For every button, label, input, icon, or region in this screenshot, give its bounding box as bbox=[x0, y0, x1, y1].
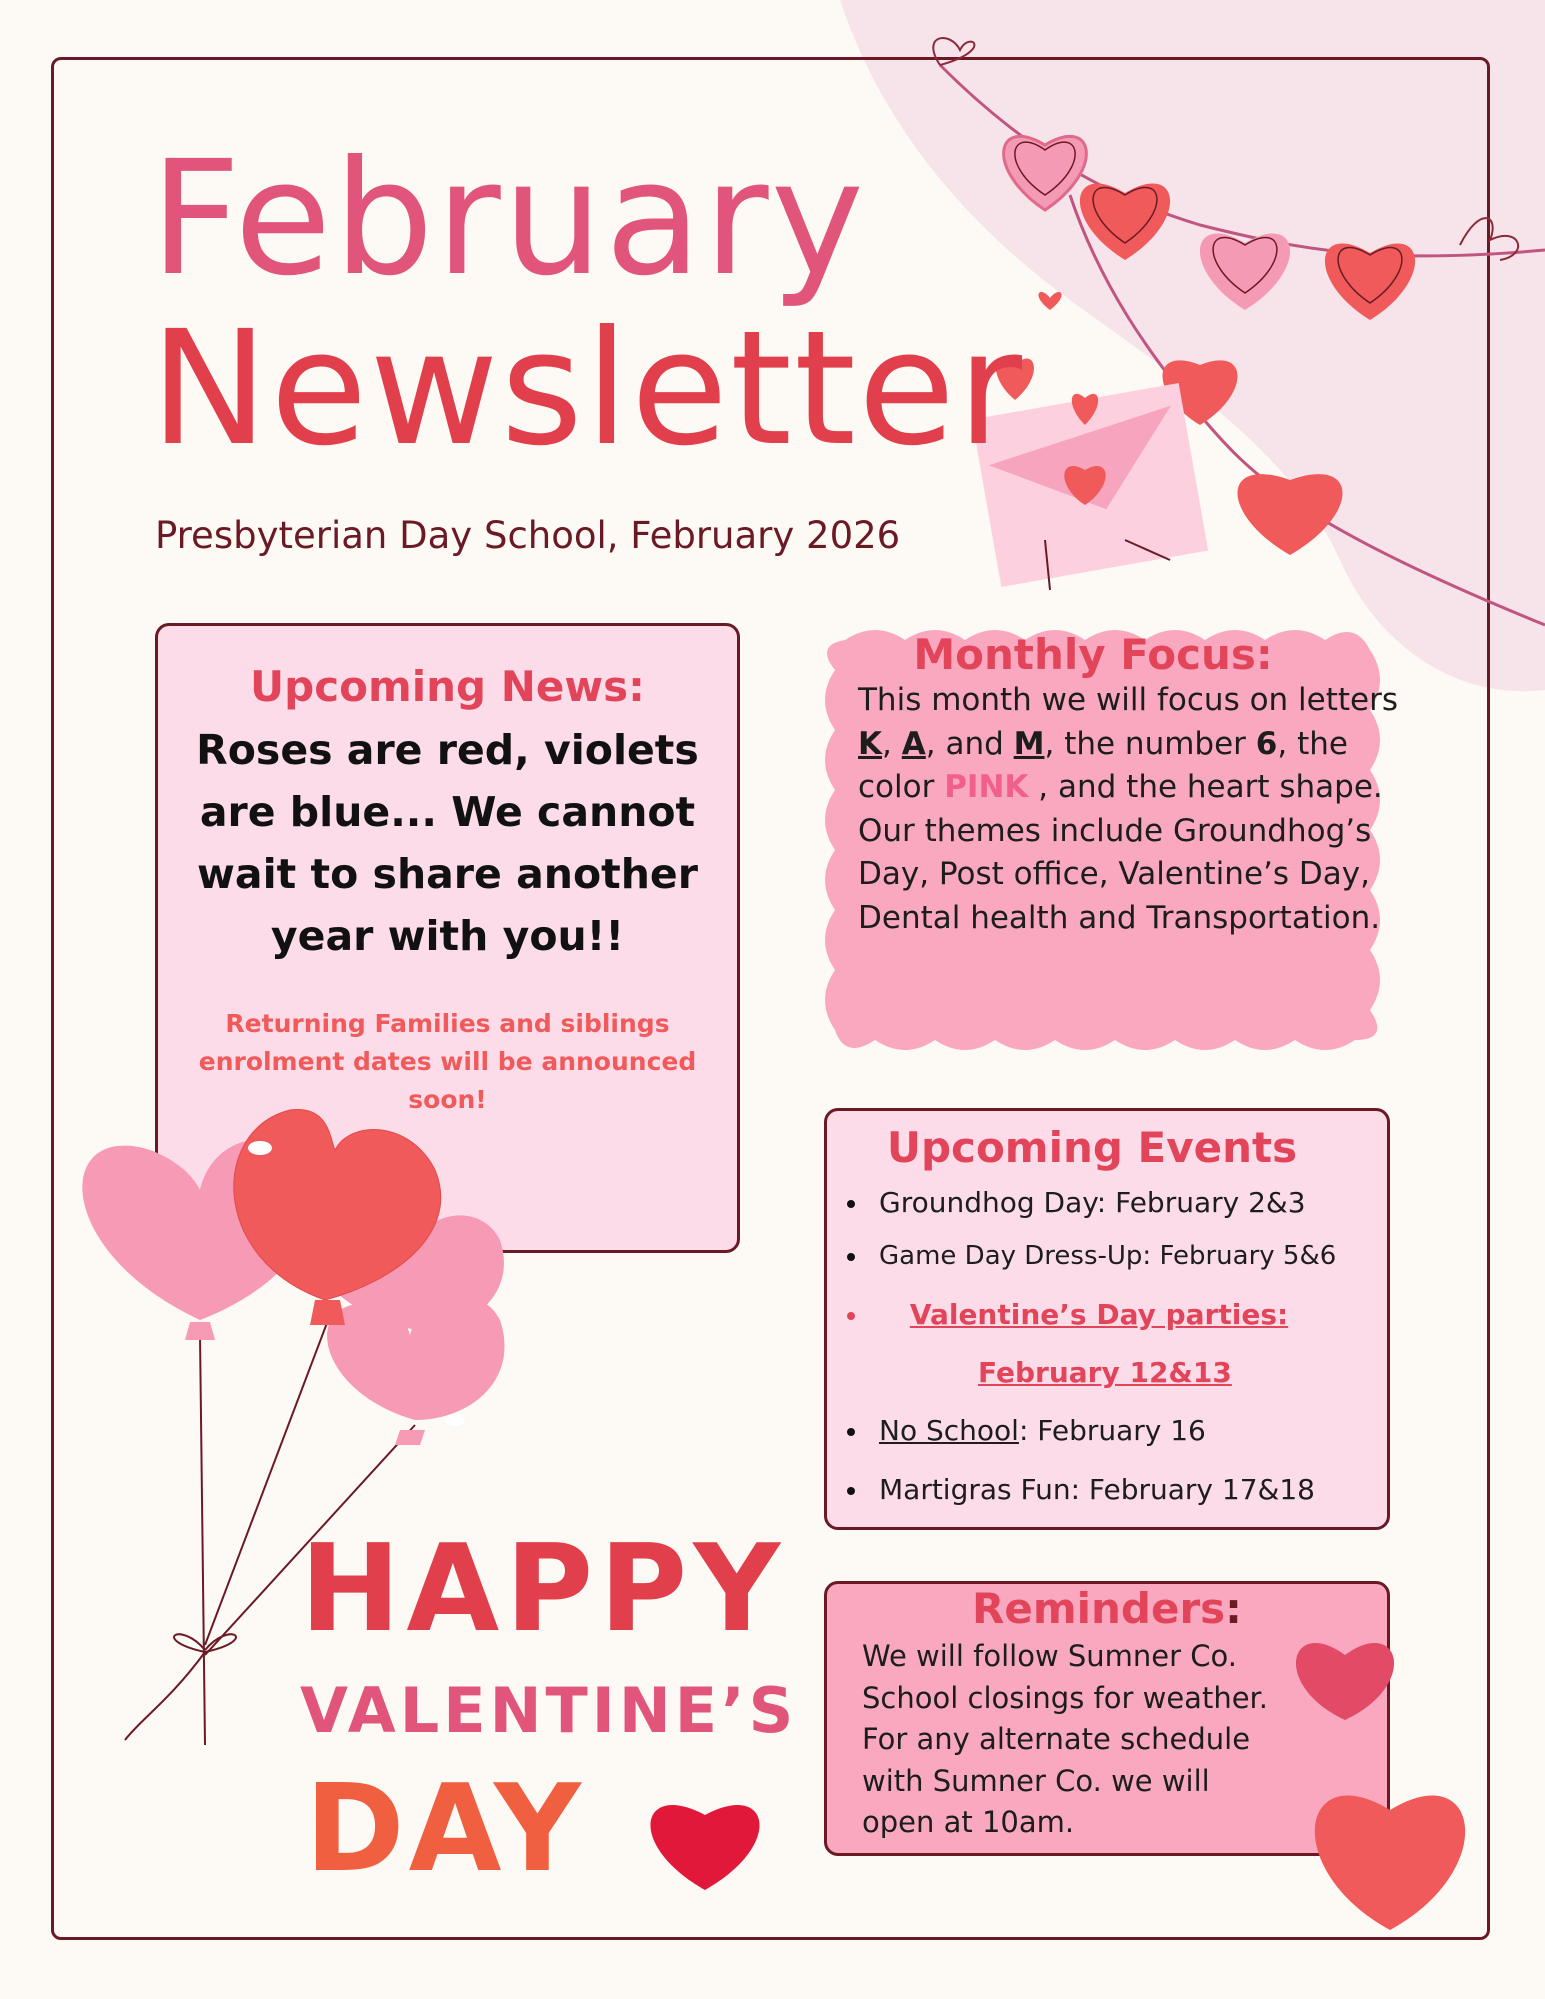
focus-number: 6 bbox=[1255, 725, 1278, 762]
news-poem: Roses are red, violets are blue... We cannot wait to share another year with you!! bbox=[196, 726, 699, 960]
news-heading: Upcoming News: bbox=[250, 662, 645, 711]
monthly-focus-card bbox=[858, 630, 1398, 940]
focus-color: PINK bbox=[944, 769, 1029, 805]
subtitle: Presbyterian Day School, February 2026 bbox=[155, 514, 901, 557]
valentines-word: VALENTINE’S bbox=[300, 1674, 798, 1747]
list-item-continuation: February 12&13 bbox=[978, 1356, 1232, 1389]
list-item: Groundhog Day: February 2&3 bbox=[847, 1186, 1306, 1219]
heart-icon bbox=[645, 1785, 765, 1895]
title-line-1: February bbox=[150, 127, 867, 311]
letter-k: K bbox=[858, 725, 883, 762]
focus-body: This month we will focus on letters K, A, and M, the number 6, the color PINK , and the heart shape. Our themes include Groundhog’s Day, Post office, Valentine’s Day, Dental health and Transportation. bbox=[858, 682, 1399, 936]
focus-heading: Monthly Focus: bbox=[913, 630, 1273, 679]
enrolment-notice: Returning Families and siblings enrolment dates will be announced soon! bbox=[198, 1009, 697, 1114]
heart-balloons-icon bbox=[60, 1100, 640, 1760]
upcoming-events-card bbox=[824, 1108, 1390, 1530]
reminders-heading: Reminders: bbox=[972, 1584, 1242, 1633]
hearts-icon bbox=[1290, 1625, 1480, 1935]
title-line-2: Newsletter bbox=[150, 297, 1025, 481]
happy-word: HAPPY bbox=[300, 1520, 787, 1659]
list-item: Valentine’s Day parties: bbox=[847, 1298, 1319, 1331]
reminders-body: We will follow Sumner Co. School closings for weather. For any alternate schedule with Sumner Co. we will open at 10am. bbox=[862, 1639, 1269, 1839]
list-item: No School: February 16 bbox=[847, 1414, 1206, 1447]
day-word: DAY bbox=[305, 1760, 585, 1899]
letter-m: M bbox=[1013, 725, 1045, 762]
events-heading: Upcoming Events bbox=[886, 1123, 1298, 1172]
letter-a: A bbox=[901, 725, 926, 762]
list-item: Martigras Fun: February 17&18 bbox=[847, 1473, 1315, 1506]
list-item: Game Day Dress-Up: February 5&6 bbox=[847, 1241, 1336, 1271]
